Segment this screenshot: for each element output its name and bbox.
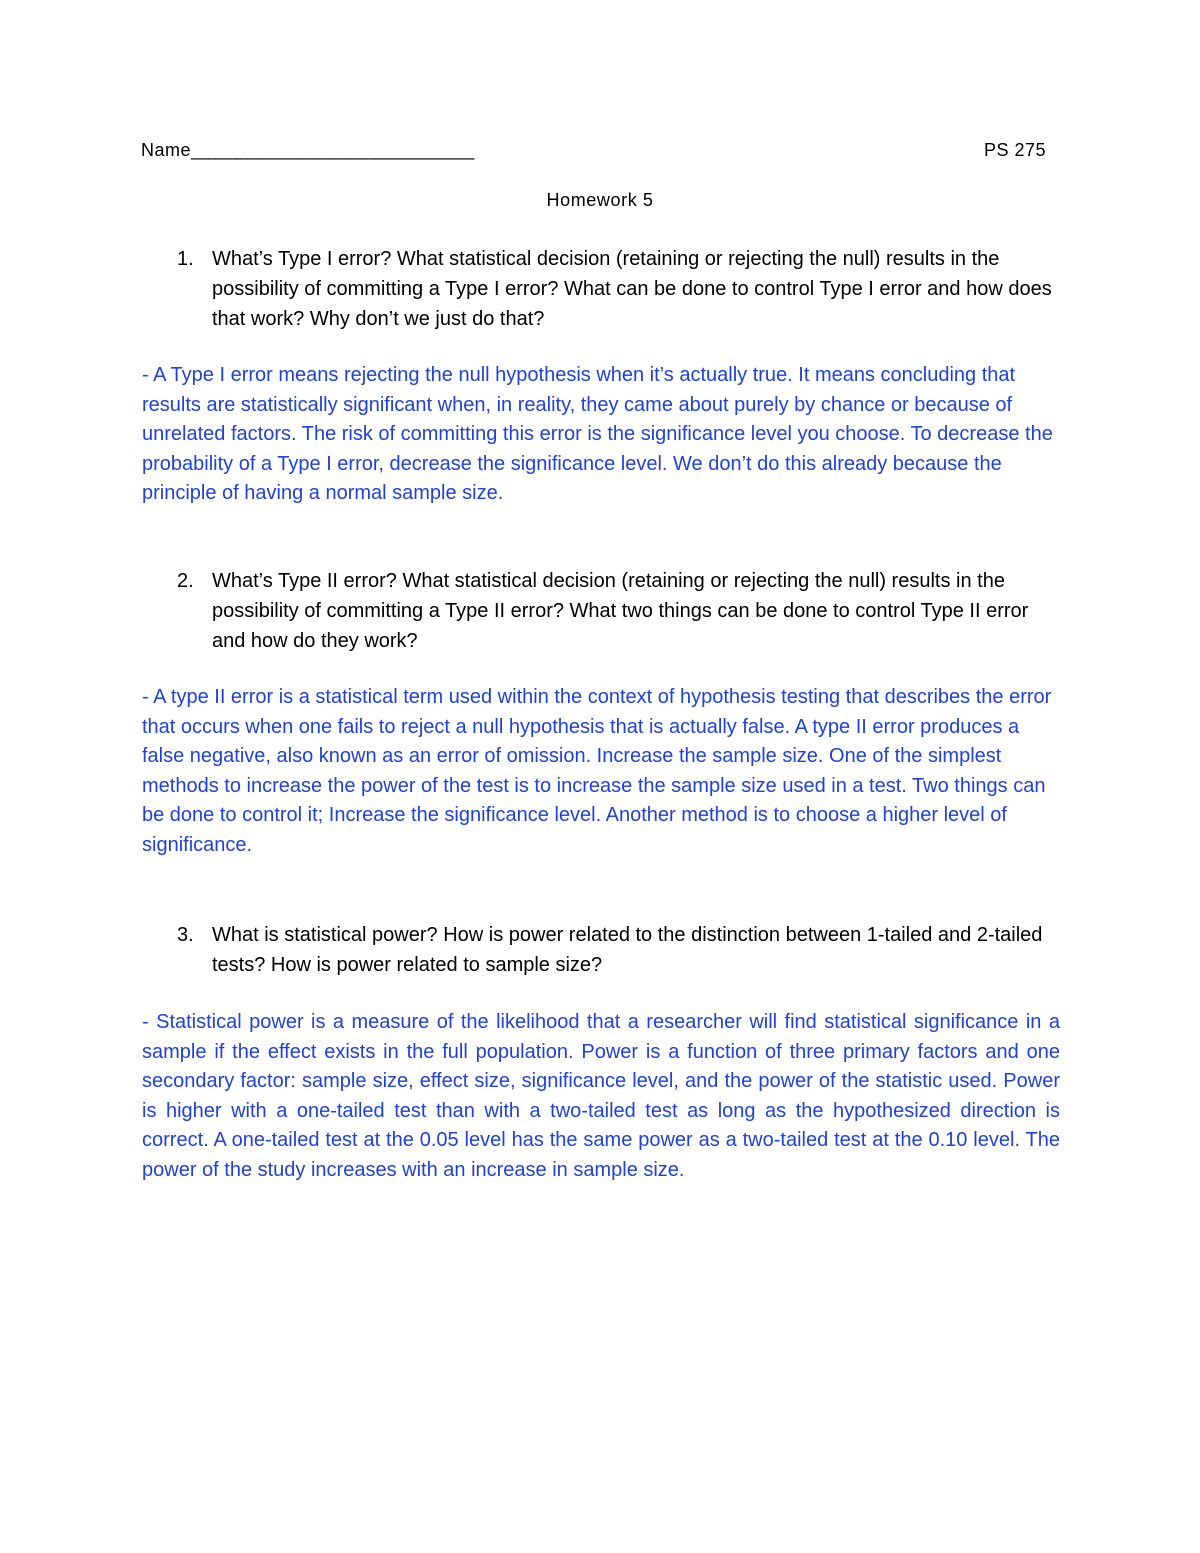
question-1: [177, 244, 1057, 334]
answer-3: - Statistical power is a measure of the likelihood that a researcher will find statistical significance in a sample if the effect exists in the full population. Power is a function of three primary factors and one secondary factor: sample size, effect size, significance level, and the power of the statistic used. Power is higher with a one-tailed test than with a two-tailed test as long as the hypothesized direction is correct. A one-tailed test at the 0.05 level has the same power as a two-tailed test at the 0.10 level. The power of the study increases with an increase in sample size.: [142, 1011, 1060, 1181]
question-2: [177, 566, 1057, 656]
question-number: 3.: [177, 924, 194, 946]
name-field-label: Name___________________________: [141, 140, 475, 160]
question-text: What is statistical power? How is power related to the distinction between 1-tailed and 2-tailed tests? How is power related to sample size?: [212, 924, 1043, 976]
question-text: What’s Type I error? What statistical decision (retaining or rejecting the null) results in the possibility of committing a Type I error? What can be done to control Type I error and how does that work? Why don’t we just do that?: [212, 248, 1052, 330]
course-code: PS 275: [983, 140, 1046, 160]
document-header: [141, 140, 1046, 164]
question-text: What’s Type II error? What statistical decision (retaining or rejecting the null) results in the possibility of committing a Type II error? What two things can be done to control Type II error and how do they work?: [212, 570, 1029, 652]
question-number: 1.: [177, 248, 194, 270]
question-number: 2.: [177, 570, 194, 592]
answer-1: - A Type I error means rejecting the null hypothesis when it’s actually true. It means concluding that results are statistically significant when, in reality, they came about purely by chance or because of unrelated factors. The risk of committing this error is the significance level you choose. To decrease the probability of a Type I error, decrease the significance level. We don’t do this already because the principle of having a normal sample size.: [142, 364, 1053, 504]
answer-2: - A type II error is a statistical term used within the context of hypothesis testing that describes the error that occurs when one fails to reject a null hypothesis that is actually false. A type II error produces a false negative, also known as an error of omission. Increase the sample size. One of the simplest methods to increase the power of the test is to increase the sample size used in a test. Two things can be done to control it; Increase the significance level. Another method is to choose a higher level of significance.: [142, 686, 1052, 856]
question-3: [177, 920, 1057, 980]
document-title: Homework 5: [546, 190, 654, 210]
